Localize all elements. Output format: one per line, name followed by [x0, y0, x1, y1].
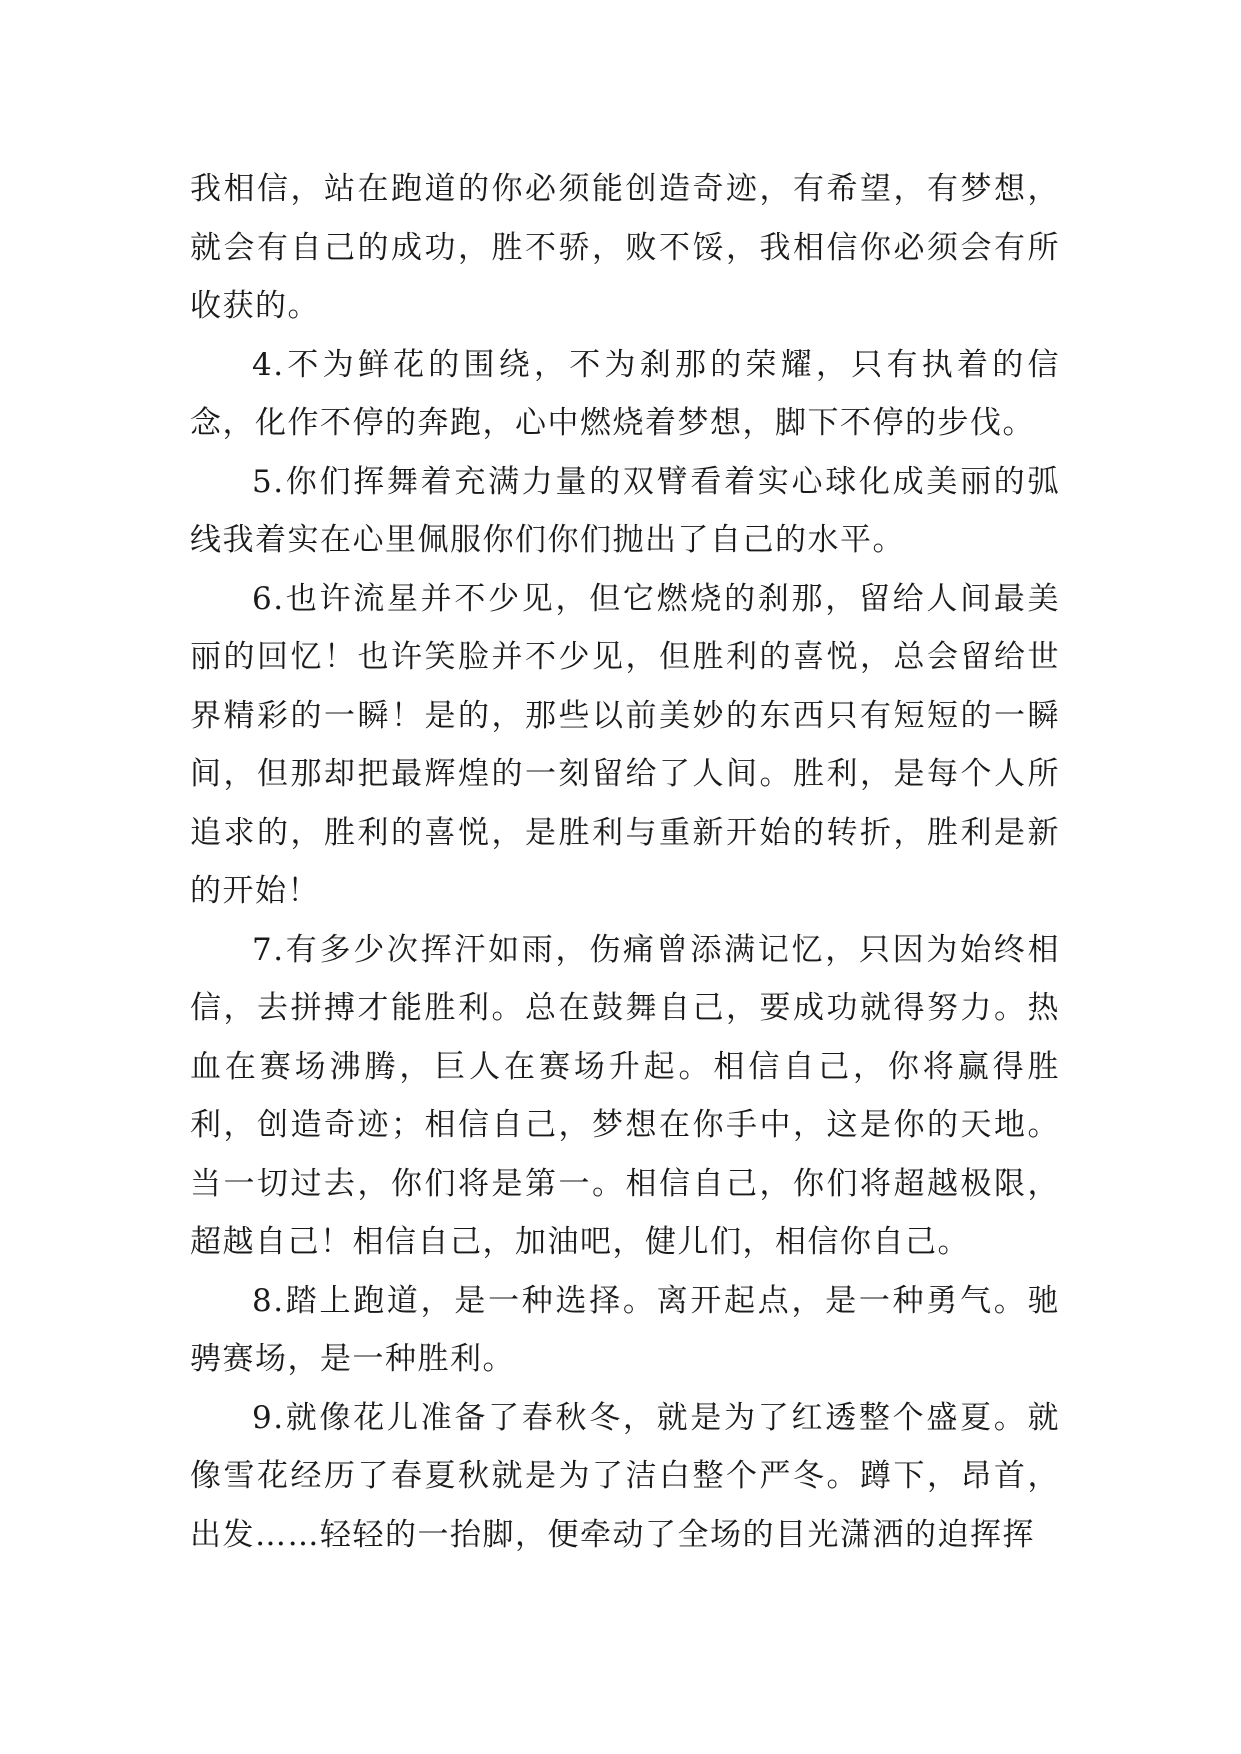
- paragraph-intro: 我相信，站在跑道的你必须能创造奇迹，有希望，有梦想，就会有自己的成功，胜不骄，败不馁，我相信你必须会有所收获的。: [190, 171, 1060, 324]
- paragraph-item-5: 5.你们挥舞着充满力量的双臂看着实心球化成美丽的弧线我着实在心里佩服你们你们抛出了自己的水平。: [190, 463, 1060, 558]
- paragraph-item-4: 4.不为鲜花的围绕，不为刹那的荣耀，只有执着的信念，化作不停的奔跑，心中燃烧着梦想，脚下不停的步伐。: [190, 346, 1060, 441]
- paragraph-item-9: 9.就像花儿准备了春秋冬，就是为了红透整个盛夏。就像雪花经历了春夏秋就是为了洁白整个严冬。蹲下，昂首，出发……轻轻的一抬脚，便牵动了全场的目光潇洒的迫挥挥: [190, 1399, 1060, 1553]
- paragraph-item-6: 6.也许流星并不少见，但它燃烧的刹那，留给人间最美丽的回忆！也许笑脸并不少见，但胜利的喜悦，总会留给世界精彩的一瞬！是的，那些以前美妙的东西只有短短的一瞬间，但那却把最辉煌的一刻留给了人间。胜利，是每个人所追求的，胜利的喜悦，是胜利与重新开始的转折，胜利是新的开始！: [190, 580, 1060, 909]
- document-body: [190, 160, 1060, 1564]
- paragraph-item-8: 8.踏上跑道，是一种选择。离开起点，是一种勇气。驰骋赛场，是一种胜利。: [190, 1282, 1060, 1377]
- paragraph-item-7: 7.有多少次挥汗如雨，伤痛曾添满记忆，只因为始终相信，去拼搏才能胜利。总在鼓舞自己，要成功就得努力。热血在赛场沸腾，巨人在赛场升起。相信自己，你将赢得胜利，创造奇迹；相信自己，梦想在你手中，这是你的天地。当一切过去，你们将是第一。相信自己，你们将超越极限，超越自己！相信自己，加油吧，健儿们，相信你自己。: [190, 931, 1060, 1260]
